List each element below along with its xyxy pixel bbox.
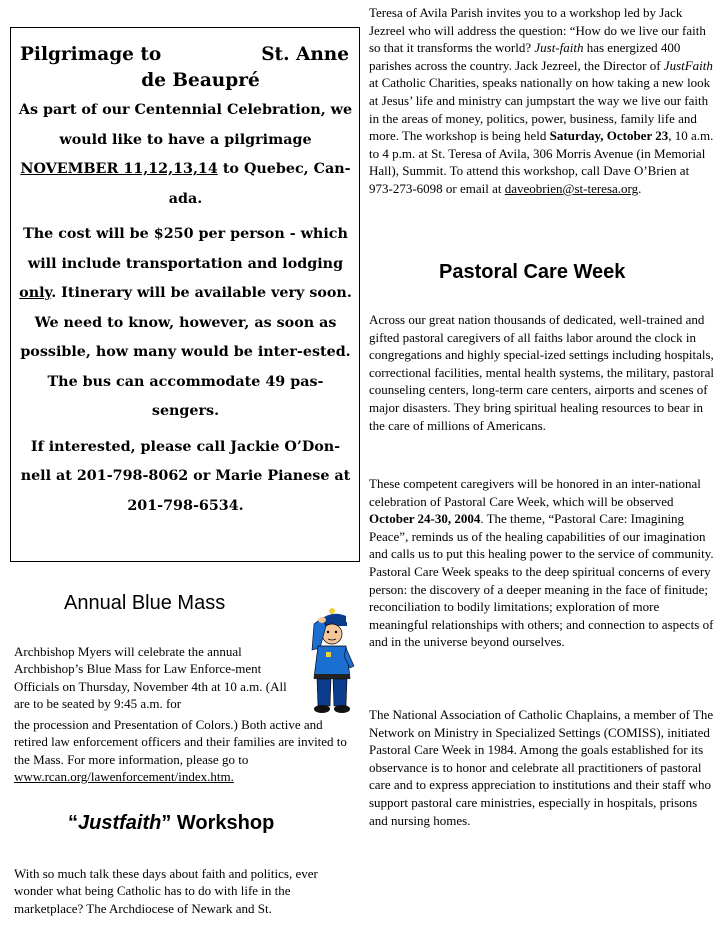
pastoral-care-heading: Pastoral Care Week [439,261,626,283]
title-part-1: Pilgrimage to [20,44,162,65]
police-officer-saluting-icon [302,606,362,716]
email-link[interactable]: daveobrien@st-teresa.org [504,180,639,196]
pilgrimage-title [18,42,353,94]
blue-mass-text-cont: the procession and Presentation of Colors.) Both active and retired law enforcement officers and their families are invited to the Mass. For more information, please go to www.rcan.org/lawenforcement/index.htm. [14,717,347,784]
title-part-3: de Beaupré [141,70,260,91]
title-part-2: St. Anne [261,44,349,65]
pilgrimage-box [10,27,360,562]
pastoral-care-paragraph-2: These competent caregivers will be honored in an inter-national celebration of Pastoral Care Week, which will be observed October 24-30, 2004. The theme, “Pastoral Care: Imagining Peace”, reminds us of the healing capabilities of our imagination and calls us to put this healing power to the service of community. Pastoral Care Week speaks to the deep spiritual concerns of every person: the discovery of a deeper meaning in the face of finitude; reconciliation to bodily limitations; exploration of more meaningful relationships with others; and connection to aspects of and in the universe beyond ourselves. [369,476,714,650]
pilgrimage-paragraph-1: As part of our Centennial Celebration, we would like to have a pilgrimage NOVEMBER 11,12,13,14 to Quebec, Can-ada. [18,102,353,207]
pastoral-care-dates: October 24-30, 2004 [369,511,481,527]
law-enforcement-link[interactable]: www.rcan.org/lawenforcement/index.htm. [14,768,234,784]
blue-mass-heading: Annual Blue Mass [64,592,226,614]
pilgrimage-paragraph-2: The cost will be $250 per person - which will include transportation and lodging only. Itinerary will be available very soon. We need to know, however, as soon as possible, how many would be inter-ested. The bus can accommodate 49 pas-sengers. [19,226,352,419]
pastoral-care-paragraph-1: Across our great nation thousands of dedicated, well-trained and gifted pastoral caregivers of all faiths labor around the clock in congregations and highly special-ized settings including hospitals, correctional facilities, mental health systems, the military, pastoral counseling centers, long-term care centers, airports and scenes of major disasters. They bring spiritual healing resources to bear in the care of millions of Americans. [369,312,714,433]
pastoral-care-paragraph-3: The National Association of Catholic Chaplains, a member of The Network on Ministry in Specialized Settings (COMISS), initiated Pastoral Care Week in 1984. Among the goals established for its observance is to honor and celebrate all practitioners of pastoral care and to express appreciation to institutions and their staff who support pastoral care ministries, especially in hospitals, prisons and nursing homes. [369,707,714,828]
workshop-date: Saturday, October 23 [549,128,669,144]
pilgrimage-dates: NOVEMBER 11,12,13,14 [20,161,218,177]
justfaith-heading: “Justfaith” Workshop [68,812,275,834]
blue-mass-text: Archbishop Myers will celebrate the annual Archbishop’s Blue Mass for Law Enforce-ment Officials on Thursday, November 4th at 10 a.m. (All are to be seated by 9:45 a.m. for [14,644,287,711]
justfaith-continued: Teresa of Avila Parish invites you to a workshop led by Jack Jezreel who will address the question: “How do we live our faith so that it transforms the world? Just-faith has energized 400 parishes across the country. Jack Jezreel, the Director of JustFaith at Catholic Charities, speaks nationally on how taking a new look at Jesus’ life and ministry can jumpstart the way we live our faith in the areas of money, politics, power, business, family life and more. The workshop is being held Saturday, October 23, 10 a.m. to 4 p.m. at St. Teresa of Avila, 306 Morris Avenue (in Memorial Hall), Summit. To attend this workshop, call Dave O’Brien at 973-273-6098 or email at daveobrien@st-teresa.org. [369,5,714,196]
pilgrimage-paragraph-3: If interested, please call Jackie O’Don-nell at 201-798-8062 or Marie Pianese at 201-798-6534. [20,438,351,514]
justfaith-text: With so much talk these days about faith and politics, ever wonder what being Catholic has to do with life in the marketplace? The Archdiocese of Newark and St. [14,866,318,916]
